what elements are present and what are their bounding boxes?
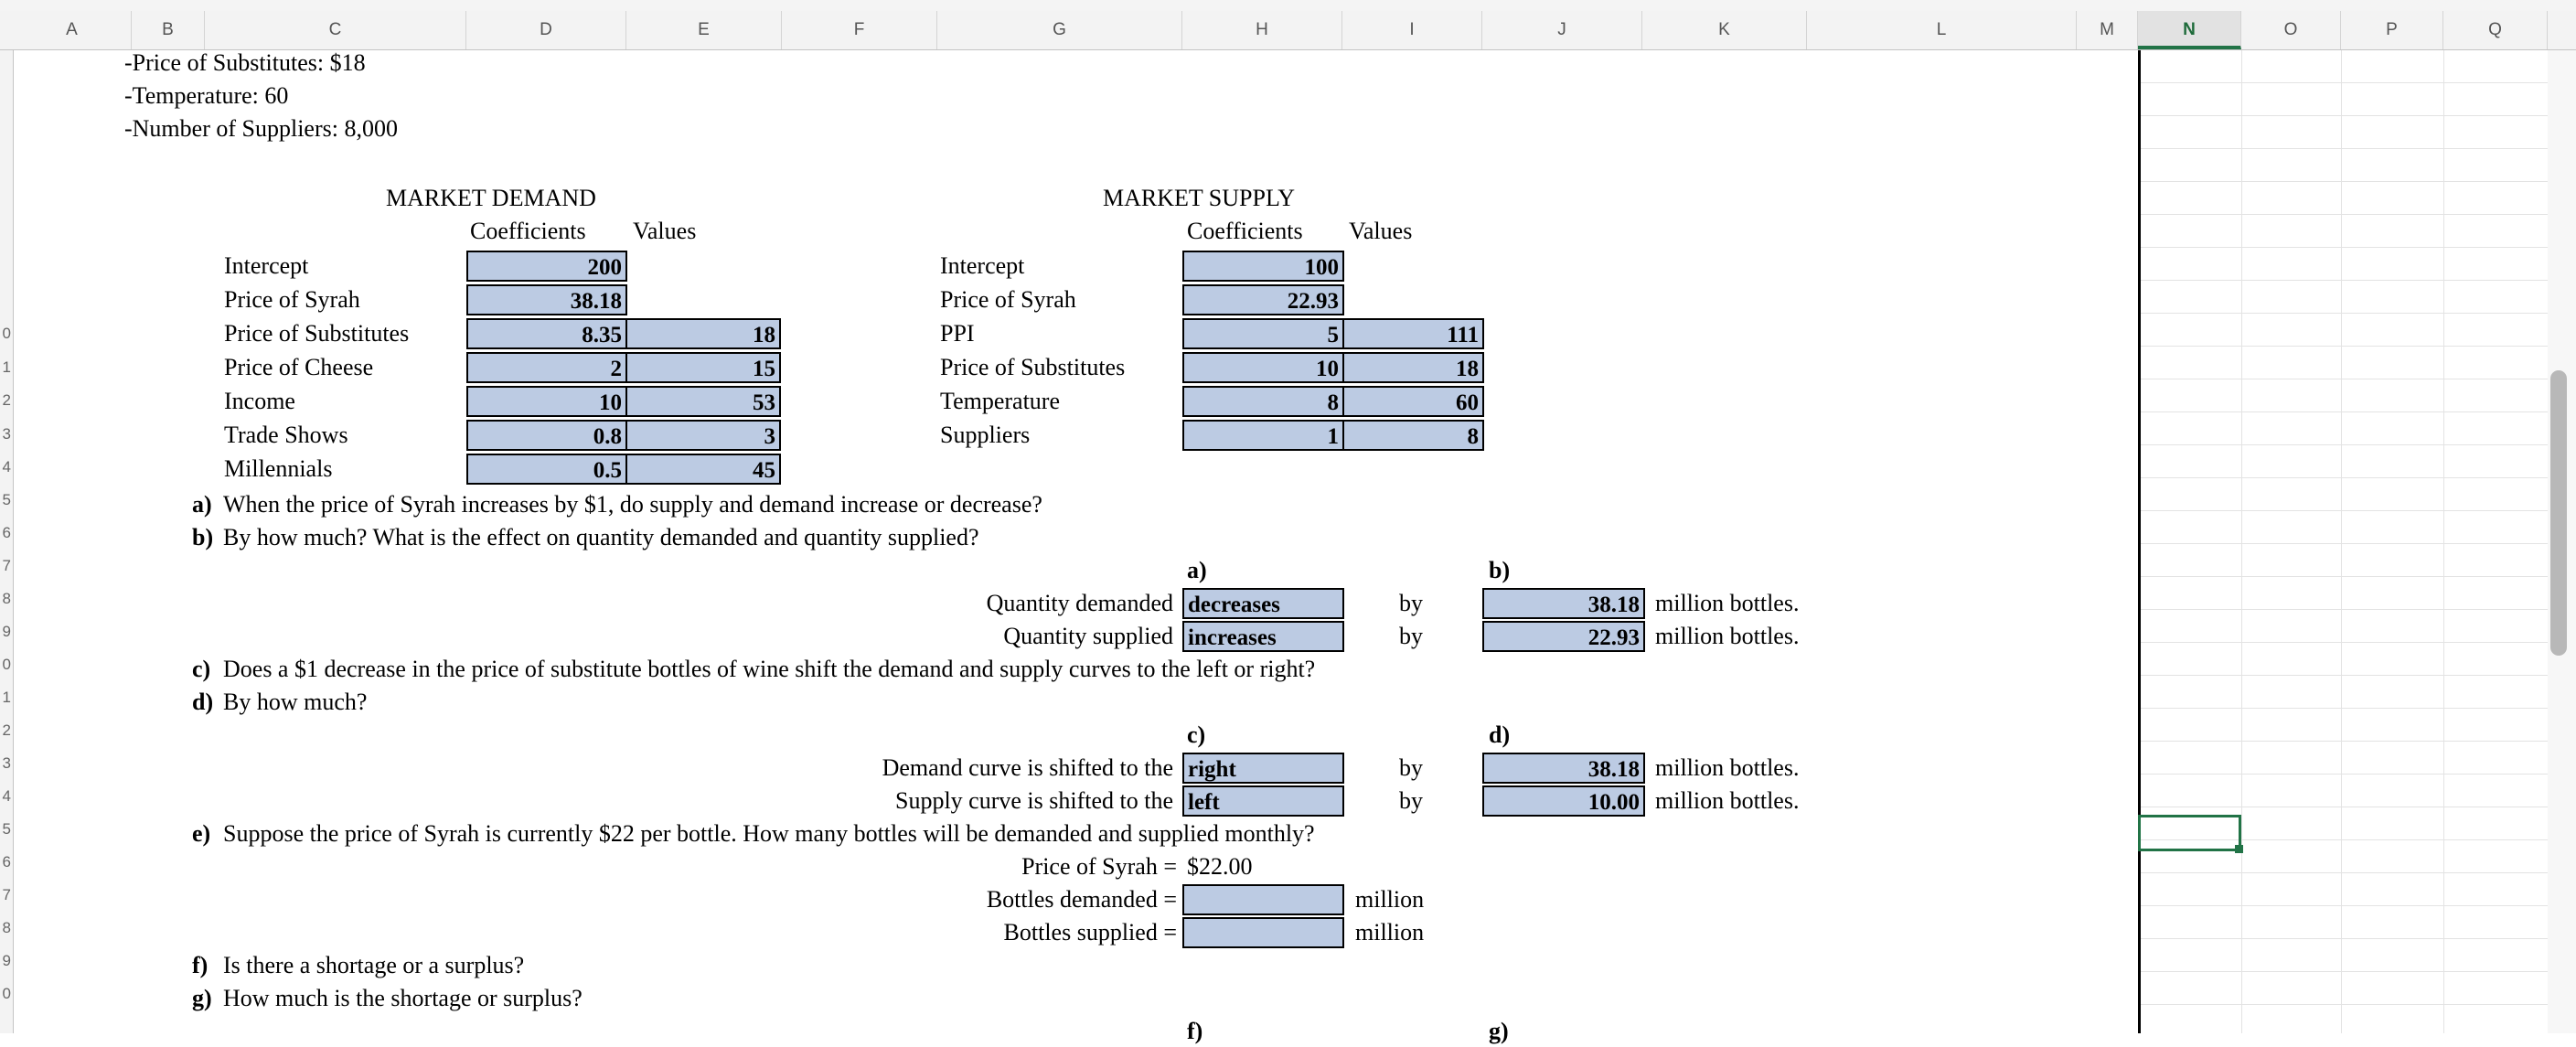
gridline [2138,247,2559,248]
column-header-g[interactable]: G [937,11,1182,49]
supply-label: Intercept [940,252,1025,279]
quantity-supplied-amount[interactable]: 22.93 [1482,621,1645,652]
answer-d-label: d) [1489,721,1511,748]
supply-coefficient-cell[interactable]: 5 [1182,318,1344,349]
row-number[interactable]: 8 [2,919,11,936]
demand-label: Intercept [224,252,309,279]
bottles-demanded-input[interactable] [1182,884,1344,915]
by-label: by [1399,787,1423,814]
column-header-b[interactable]: B [132,11,205,49]
row-number[interactable]: 0 [2,325,11,342]
price-of-syrah-value: $22.00 [1187,853,1253,880]
column-header-d[interactable]: D [466,11,626,49]
row-number[interactable]: 2 [2,721,11,739]
supply-value-cell[interactable]: 60 [1342,386,1484,417]
gridline [2341,50,2342,1033]
column-header-i[interactable]: I [1342,11,1482,49]
demand-label: Price of Syrah [224,286,360,313]
quantity-demanded-label: Quantity demanded [986,590,1173,616]
price-of-syrah-label: Price of Syrah = [1021,853,1177,880]
column-header-p[interactable]: P [2341,11,2443,49]
gridline [2138,510,2559,511]
question-c-text: Does a $1 decrease in the price of substitute bottles of wine shift the demand and supply curves to the left or right? [223,656,1316,682]
demand-coefficient-cell[interactable]: 10 [466,386,627,417]
gridline [2138,181,2559,182]
supply-coefficient-cell[interactable]: 8 [1182,386,1344,417]
answer-c-label: c) [1187,721,1206,748]
demand-coefficient-cell[interactable]: 0.8 [466,420,627,451]
quantity-demanded-answer[interactable]: decreases [1182,588,1344,619]
active-cell-selection[interactable] [2138,815,2241,851]
gridline [2138,313,2559,314]
demand-coefficient-cell[interactable]: 0.5 [466,454,627,485]
supply-coefficients-header: Coefficients [1187,218,1303,244]
gridline [2138,905,2559,906]
question-c-mark: c) [192,656,211,682]
unit-million-label: million [1355,919,1425,946]
column-header-l[interactable]: L [1807,11,2077,49]
demand-value-cell[interactable]: 3 [625,420,781,451]
row-number[interactable]: 9 [2,623,11,640]
demand-coefficient-cell[interactable]: 200 [466,251,627,282]
column-header-m[interactable]: M [2077,11,2138,49]
demand-value-cell[interactable]: 18 [625,318,781,349]
column-n-border [2138,50,2141,1033]
question-d-text: By how much? [223,689,368,715]
row-number-gutter [0,50,14,1033]
assumption-temperature: -Temperature: 60 [124,82,289,109]
gridline [2138,971,2559,972]
question-f-text: Is there a shortage or a surplus? [223,952,525,978]
column-header-k[interactable]: K [1642,11,1807,49]
supply-shift-amount[interactable]: 10.00 [1482,785,1645,817]
fill-handle[interactable] [2235,845,2243,853]
supply-value-cell[interactable]: 18 [1342,352,1484,383]
quantity-supplied-label: Quantity supplied [1003,623,1173,649]
gridline [2443,50,2444,1033]
row-number[interactable]: 1 [2,689,11,706]
row-number[interactable]: 5 [2,491,11,508]
question-f-mark: f) [192,952,208,978]
question-d-mark: d) [192,689,214,715]
supply-label: Price of Syrah [940,286,1076,313]
gridline [2138,214,2559,215]
gridline [2138,543,2559,544]
column-header-o[interactable]: O [2241,11,2341,49]
column-header-c[interactable]: C [205,11,466,49]
question-e-mark: e) [192,820,211,847]
demand-shift-amount[interactable]: 38.18 [1482,753,1645,784]
column-header-bar [0,11,2576,50]
column-header-e[interactable]: E [626,11,782,49]
demand-value-cell[interactable]: 15 [625,352,781,383]
row-number[interactable]: 0 [2,985,11,1002]
demand-shift-label: Demand curve is shifted to the [882,754,1173,781]
gridline [2138,938,2559,939]
gridline [2138,115,2559,116]
row-number[interactable]: 3 [2,425,11,443]
unit-label: million bottles. [1655,590,1800,616]
supply-coefficient-cell[interactable]: 100 [1182,251,1344,282]
gridline [2138,411,2559,412]
gridline [2138,1004,2559,1005]
supply-values-header: Values [1349,218,1413,244]
gridline [2138,477,2559,478]
unit-label: million bottles. [1655,787,1800,814]
demand-value-cell[interactable]: 45 [625,454,781,485]
unit-label: million bottles. [1655,623,1800,649]
unit-label: million bottles. [1655,754,1800,781]
column-header-q[interactable]: Q [2443,11,2548,49]
gridline [2138,148,2559,149]
row-number[interactable]: 9 [2,952,11,969]
unit-million-label: million [1355,886,1425,913]
quantity-demanded-amount[interactable]: 38.18 [1482,588,1645,619]
assumption-price-substitutes: -Price of Substitutes: $18 [124,49,366,76]
row-number[interactable]: 3 [2,754,11,772]
supply-value-cell[interactable]: 8 [1342,420,1484,451]
bottles-demanded-label: Bottles demanded = [986,886,1177,913]
gridline [2138,642,2559,643]
answer-g-label: g) [1489,1018,1509,1044]
question-b-mark: b) [192,524,214,550]
by-label: by [1399,754,1423,781]
demand-shift-answer[interactable]: right [1182,753,1344,784]
supply-coefficient-cell[interactable]: 1 [1182,420,1344,451]
by-label: by [1399,623,1423,649]
answer-a-label: a) [1187,557,1207,583]
row-number[interactable]: 1 [2,358,11,376]
question-b-text: By how much? What is the effect on quantity demanded and quantity supplied? [223,524,979,550]
answer-f-label: f) [1187,1018,1203,1044]
gridline [2138,444,2559,445]
gridline [2138,708,2559,709]
question-g-mark: g) [192,985,212,1011]
quantity-supplied-answer[interactable]: increases [1182,621,1344,652]
supply-shift-label: Supply curve is shifted to the [894,787,1173,814]
gridline [2138,774,2559,775]
supply-value-cell[interactable]: 111 [1342,318,1484,349]
row-number[interactable]: 6 [2,853,11,871]
demand-label: Millennials [224,455,333,482]
question-a-mark: a) [192,491,212,518]
row-number[interactable]: 8 [2,590,11,607]
row-number[interactable]: 4 [2,787,11,805]
column-header-f[interactable]: F [782,11,937,49]
demand-label: Price of Cheese [224,354,374,380]
question-g-text: How much is the shortage or surplus? [223,985,583,1011]
gridline [2138,82,2559,83]
gridline [2138,609,2559,610]
gridline [2138,741,2559,742]
column-header-a[interactable]: A [13,11,132,49]
gridline [2138,675,2559,676]
row-number[interactable]: 7 [2,557,11,574]
row-number[interactable]: 2 [2,391,11,409]
demand-label: Trade Shows [224,422,348,448]
gridline [2138,346,2559,347]
supply-coefficient-cell[interactable]: 22.93 [1182,284,1344,315]
gridline [2138,576,2559,577]
demand-coefficients-header: Coefficients [470,218,586,244]
gridline [2138,280,2559,281]
gridline [2241,50,2242,1033]
supply-label: Suppliers [940,422,1031,448]
demand-values-header: Values [633,218,697,244]
demand-label: Income [224,388,295,414]
answer-b-label: b) [1489,557,1511,583]
row-number[interactable]: 4 [2,458,11,475]
column-header-j[interactable]: J [1482,11,1642,49]
question-e-text: Suppose the price of Syrah is currently $22 per bottle. How many bottles will be demanded and supplied monthly? [223,820,1315,847]
demand-coefficient-cell[interactable]: 8.35 [466,318,627,349]
demand-coefficient-cell[interactable]: 2 [466,352,627,383]
supply-label: Price of Substitutes [940,354,1126,380]
market-demand-title: MARKET DEMAND [386,185,596,211]
row-number[interactable]: 6 [2,524,11,541]
bottles-supplied-label: Bottles supplied = [1003,919,1177,946]
supply-coefficient-cell[interactable]: 10 [1182,352,1344,383]
assumption-suppliers: -Number of Suppliers: 8,000 [124,115,398,142]
column-header-n[interactable]: N [2138,11,2241,49]
supply-label: Temperature [940,388,1060,414]
demand-label: Price of Substitutes [224,320,410,347]
supply-label: PPI [940,320,975,347]
question-a-text: When the price of Syrah increases by $1, do supply and demand increase or decrease? [223,491,1042,518]
bottles-supplied-input[interactable] [1182,917,1344,948]
row-number[interactable]: 5 [2,820,11,838]
demand-coefficient-cell[interactable]: 38.18 [466,284,627,315]
column-header-h[interactable]: H [1182,11,1342,49]
demand-value-cell[interactable]: 53 [625,386,781,417]
supply-shift-answer[interactable]: left [1182,785,1344,817]
gridline [2138,872,2559,873]
market-supply-title: MARKET SUPPLY [1103,185,1296,211]
by-label: by [1399,590,1423,616]
row-number[interactable]: 7 [2,886,11,903]
scrollbar-thumb[interactable] [2550,370,2567,656]
row-number[interactable]: 0 [2,656,11,673]
